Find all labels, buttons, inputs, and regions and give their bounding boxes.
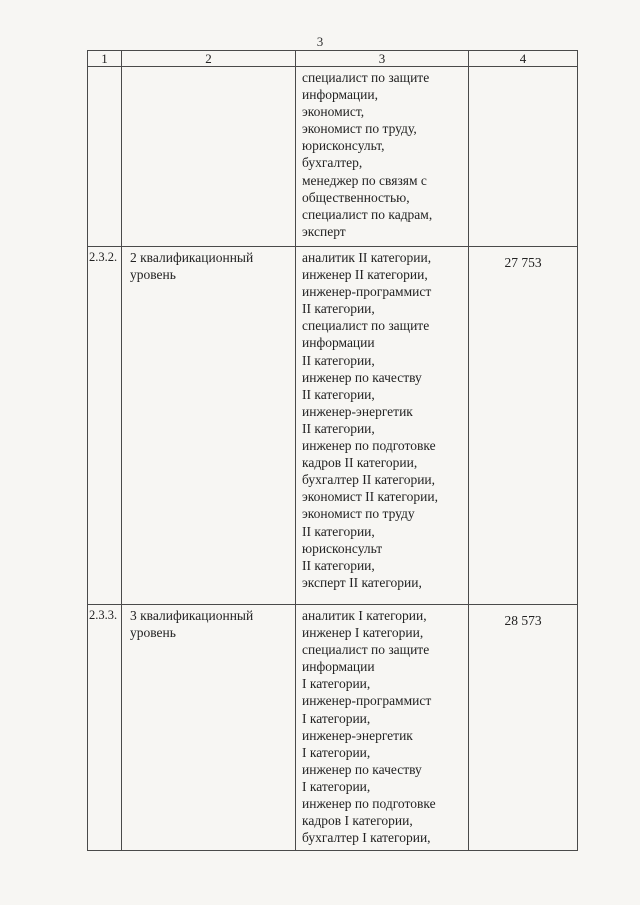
- position-line: инженер по качеству: [302, 761, 422, 777]
- position-line: аналитик II категории,: [302, 250, 432, 265]
- position-line: II категории,: [302, 523, 375, 539]
- page-number: 3: [316, 34, 324, 49]
- position-line: I категории,: [302, 676, 371, 692]
- salary-cell: 28 573: [469, 605, 578, 851]
- position-line: юрисконсульт,: [302, 138, 385, 154]
- qualification-level-cell: [122, 605, 296, 851]
- position-line: эксперт II категории,: [302, 574, 422, 590]
- position-line: II категории,: [302, 386, 375, 402]
- positions-cell: [296, 605, 469, 851]
- position-line: информации: [302, 335, 375, 351]
- position-line: инженер I категории,: [302, 625, 424, 641]
- position-line: I категории,: [302, 744, 371, 760]
- position-line: бухгалтер,: [302, 155, 363, 171]
- position-line: II категории,: [302, 352, 375, 368]
- position-line: информации: [302, 659, 375, 675]
- header-col-2: 2: [122, 51, 296, 67]
- row-number-cell: 2.3.2.: [88, 247, 122, 605]
- position-line: II категории,: [302, 420, 375, 436]
- positions-cell: [296, 247, 469, 605]
- position-line: юрисконсульт: [302, 540, 383, 556]
- qualification-level-cell: [122, 67, 296, 247]
- position-line: инженер-программист: [302, 693, 432, 709]
- position-line: инженер-программист: [302, 284, 432, 300]
- row-number-cell: [88, 67, 122, 247]
- salary-table: [87, 50, 578, 851]
- table-header-row: [88, 51, 578, 67]
- position-line: экономист II категории,: [302, 489, 438, 505]
- qualification-level-line: уровень: [130, 267, 176, 283]
- position-line: эксперт: [302, 223, 346, 239]
- position-line: инженер по качеству: [302, 369, 422, 385]
- position-line: информации,: [302, 87, 378, 103]
- position-line: менеджер по связям с: [302, 172, 427, 188]
- salary-cell: [469, 67, 578, 247]
- salary-cell: 27 753: [469, 247, 578, 605]
- header-col-1: 1: [88, 51, 122, 67]
- table-row: [88, 247, 578, 605]
- qualification-level-line: 2 квалификационный: [130, 250, 254, 265]
- position-line: бухгалтер II категории,: [302, 472, 436, 488]
- position-line: специалист по кадрам,: [302, 206, 433, 222]
- position-line: экономист по труду,: [302, 121, 417, 137]
- position-line: инженер по подготовке: [302, 796, 436, 812]
- position-line: I категории,: [302, 778, 371, 794]
- positions-cell: [296, 67, 469, 247]
- position-line: кадров II категории,: [302, 455, 418, 471]
- position-line: инженер-энергетик: [302, 403, 413, 419]
- qualification-level-cell: [122, 247, 296, 605]
- position-line: аналитик I категории,: [302, 608, 427, 623]
- qualification-level-line: уровень: [130, 625, 176, 641]
- position-line: инженер II категории,: [302, 267, 428, 283]
- header-col-3: 3: [296, 51, 469, 67]
- row-number-cell: 2.3.3.: [88, 605, 122, 851]
- position-line: экономист,: [302, 104, 365, 120]
- position-line: специалист по защите: [302, 318, 430, 334]
- position-line: II категории,: [302, 557, 375, 573]
- position-line: экономист по труду: [302, 506, 415, 522]
- position-line: специалист по защите: [302, 642, 430, 658]
- table-row: [88, 67, 578, 247]
- header-col-4: 4: [469, 51, 578, 67]
- qualification-level-line: 3 квалификационный: [130, 608, 254, 623]
- position-line: инженер-энергетик: [302, 727, 413, 743]
- position-line: I категории,: [302, 710, 371, 726]
- table-row: [88, 605, 578, 851]
- position-line: бухгалтер I категории,: [302, 830, 431, 846]
- position-line: кадров I категории,: [302, 813, 413, 829]
- position-line: общественностью,: [302, 189, 410, 205]
- position-line: инженер по подготовке: [302, 438, 436, 454]
- position-line: специалист по защите: [302, 70, 430, 85]
- position-line: II категории,: [302, 301, 375, 317]
